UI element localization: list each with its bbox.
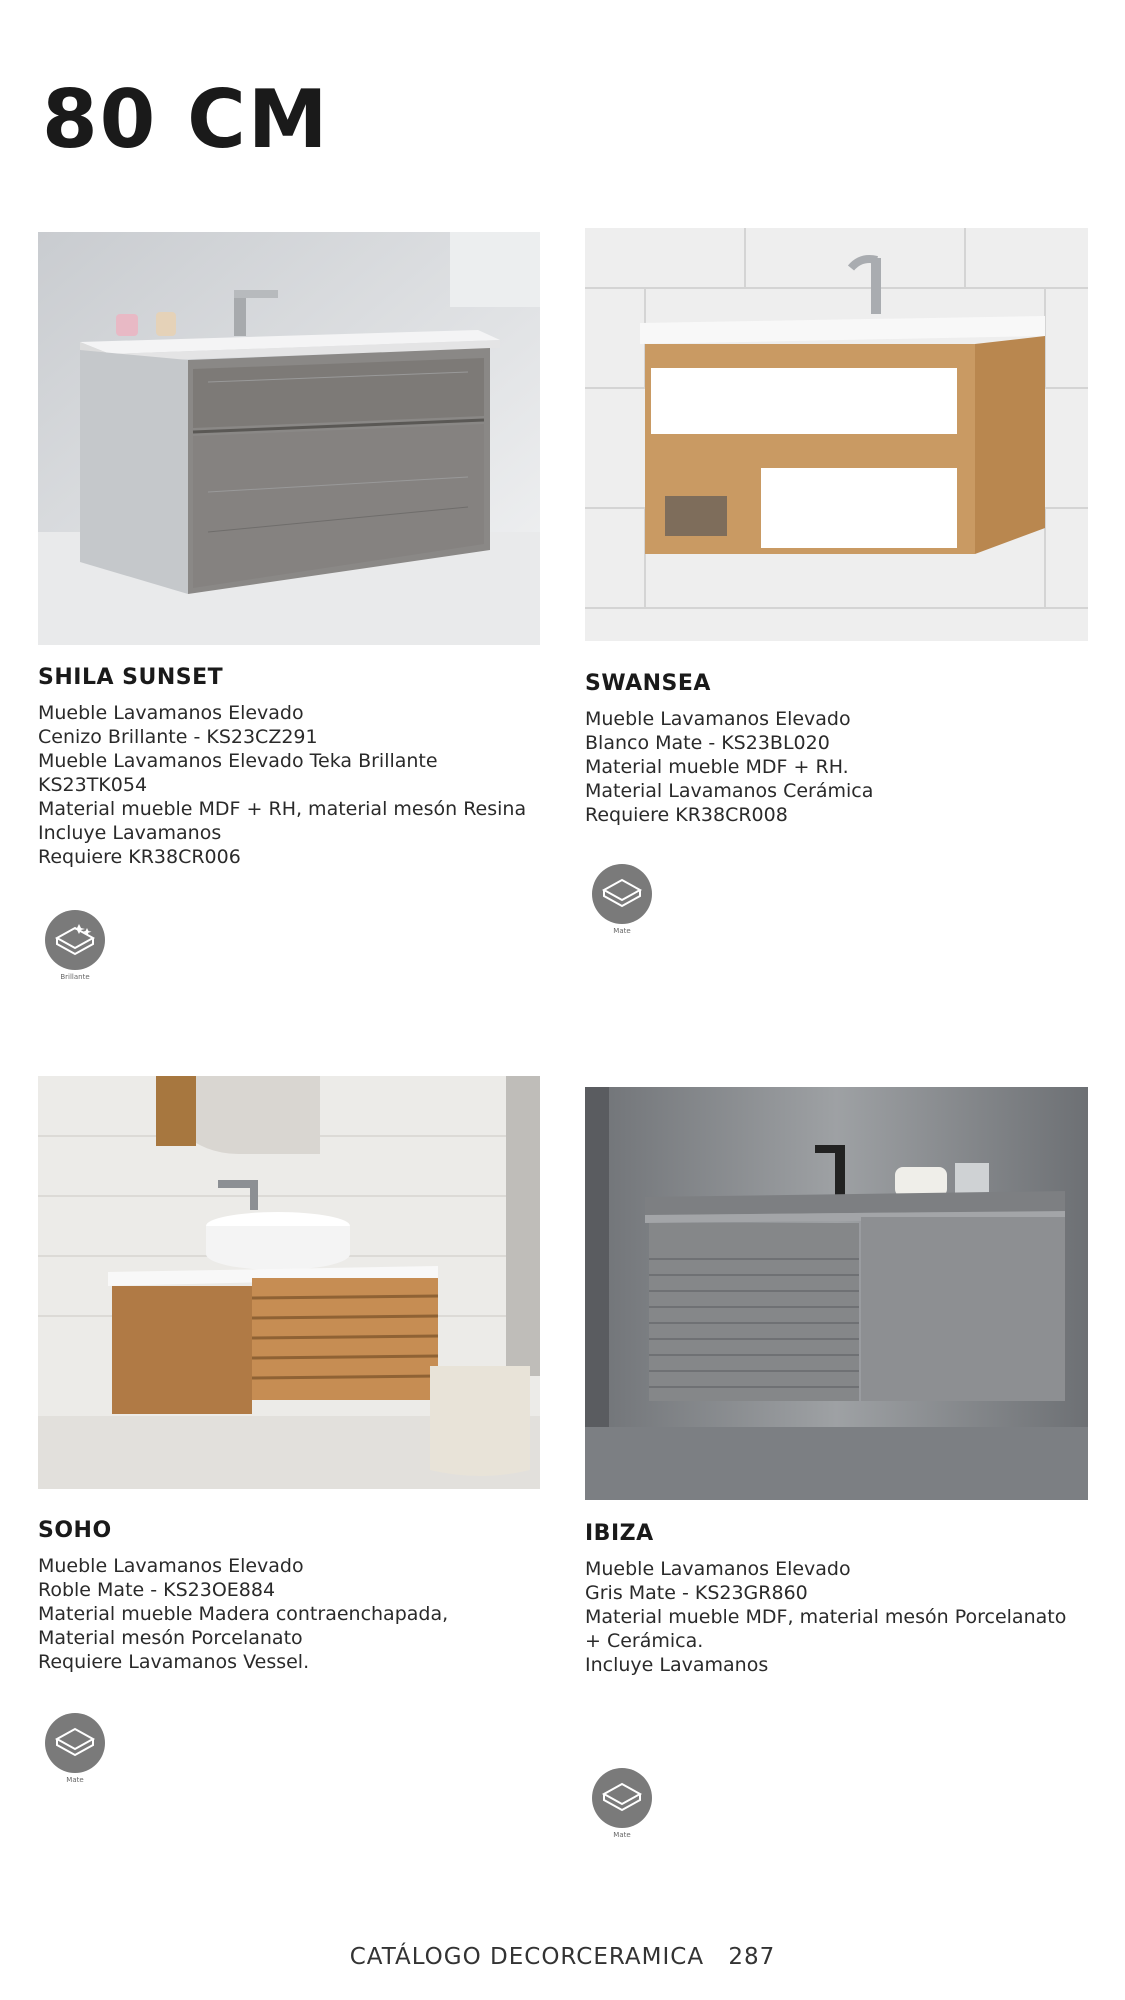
description-line: Mueble Lavamanos Elevado	[585, 708, 851, 730]
description-line: Gris Mate - KS23GR860	[585, 1582, 808, 1604]
finish-badge	[582, 1768, 662, 1839]
finish-label: Brillante	[60, 973, 90, 981]
matte-finish-icon	[592, 864, 652, 924]
description-line: Material mueble MDF, material mesón Porcelanato	[585, 1606, 1067, 1628]
page-footer	[0, 1944, 1125, 1970]
description-line: KS23TK054	[38, 774, 148, 796]
product-description	[38, 701, 526, 869]
matte-finish-icon	[45, 1713, 105, 1773]
product-description	[38, 1554, 448, 1674]
matte-finish-icon	[592, 1768, 652, 1828]
description-line: Requiere KR38CR008	[585, 804, 788, 826]
description-line: Incluye Lavamanos	[38, 822, 222, 844]
description-line: Material mueble Madera contraenchapada,	[38, 1603, 449, 1625]
finish-label: Mate	[66, 1776, 84, 1784]
finish-label: Mate	[613, 1831, 631, 1839]
product-name: SHILA SUNSET	[38, 665, 224, 690]
product-photo-soho	[38, 1076, 540, 1489]
product-name: SOHO	[38, 1518, 112, 1543]
finish-badge	[35, 910, 115, 981]
description-line: Requiere Lavamanos Vessel.	[38, 1651, 310, 1673]
product-description	[585, 1557, 1066, 1677]
description-line: Cenizo Brillante - KS23CZ291	[38, 726, 318, 748]
page-number: 287	[728, 1944, 776, 1970]
product-name: SWANSEA	[585, 671, 711, 696]
description-line: Mueble Lavamanos Elevado	[38, 1555, 304, 1577]
glossy-finish-icon	[45, 910, 105, 970]
description-line: Requiere KR38CR006	[38, 846, 241, 868]
description-line: Material mueble MDF + RH.	[585, 756, 849, 778]
description-line: Material mueble MDF + RH, material mesón Resina	[38, 798, 527, 820]
product-photo-shila-sunset	[38, 232, 540, 645]
description-line: Material mesón Porcelanato	[38, 1627, 303, 1649]
description-line: Incluye Lavamanos	[585, 1654, 769, 1676]
finish-badge	[582, 864, 662, 935]
description-line: Mueble Lavamanos Elevado	[585, 1558, 851, 1580]
product-photo-ibiza	[585, 1087, 1088, 1500]
description-line: + Cerámica.	[585, 1630, 704, 1652]
finish-label: Mate	[613, 927, 631, 935]
catalog-name: CATÁLOGO DECORCERAMICA	[349, 1944, 705, 1970]
product-description	[585, 707, 873, 827]
description-line: Roble Mate - KS23OE884	[38, 1579, 276, 1601]
description-line: Material Lavamanos Cerámica	[585, 780, 874, 802]
description-line: Blanco Mate - KS23BL020	[585, 732, 830, 754]
product-photo-swansea	[585, 228, 1088, 641]
description-line: Mueble Lavamanos Elevado Teka Brillante	[38, 750, 438, 772]
description-line: Mueble Lavamanos Elevado	[38, 702, 304, 724]
finish-badge	[35, 1713, 115, 1784]
product-name: IBIZA	[585, 1521, 654, 1546]
page-title: 80 CM	[42, 73, 330, 166]
